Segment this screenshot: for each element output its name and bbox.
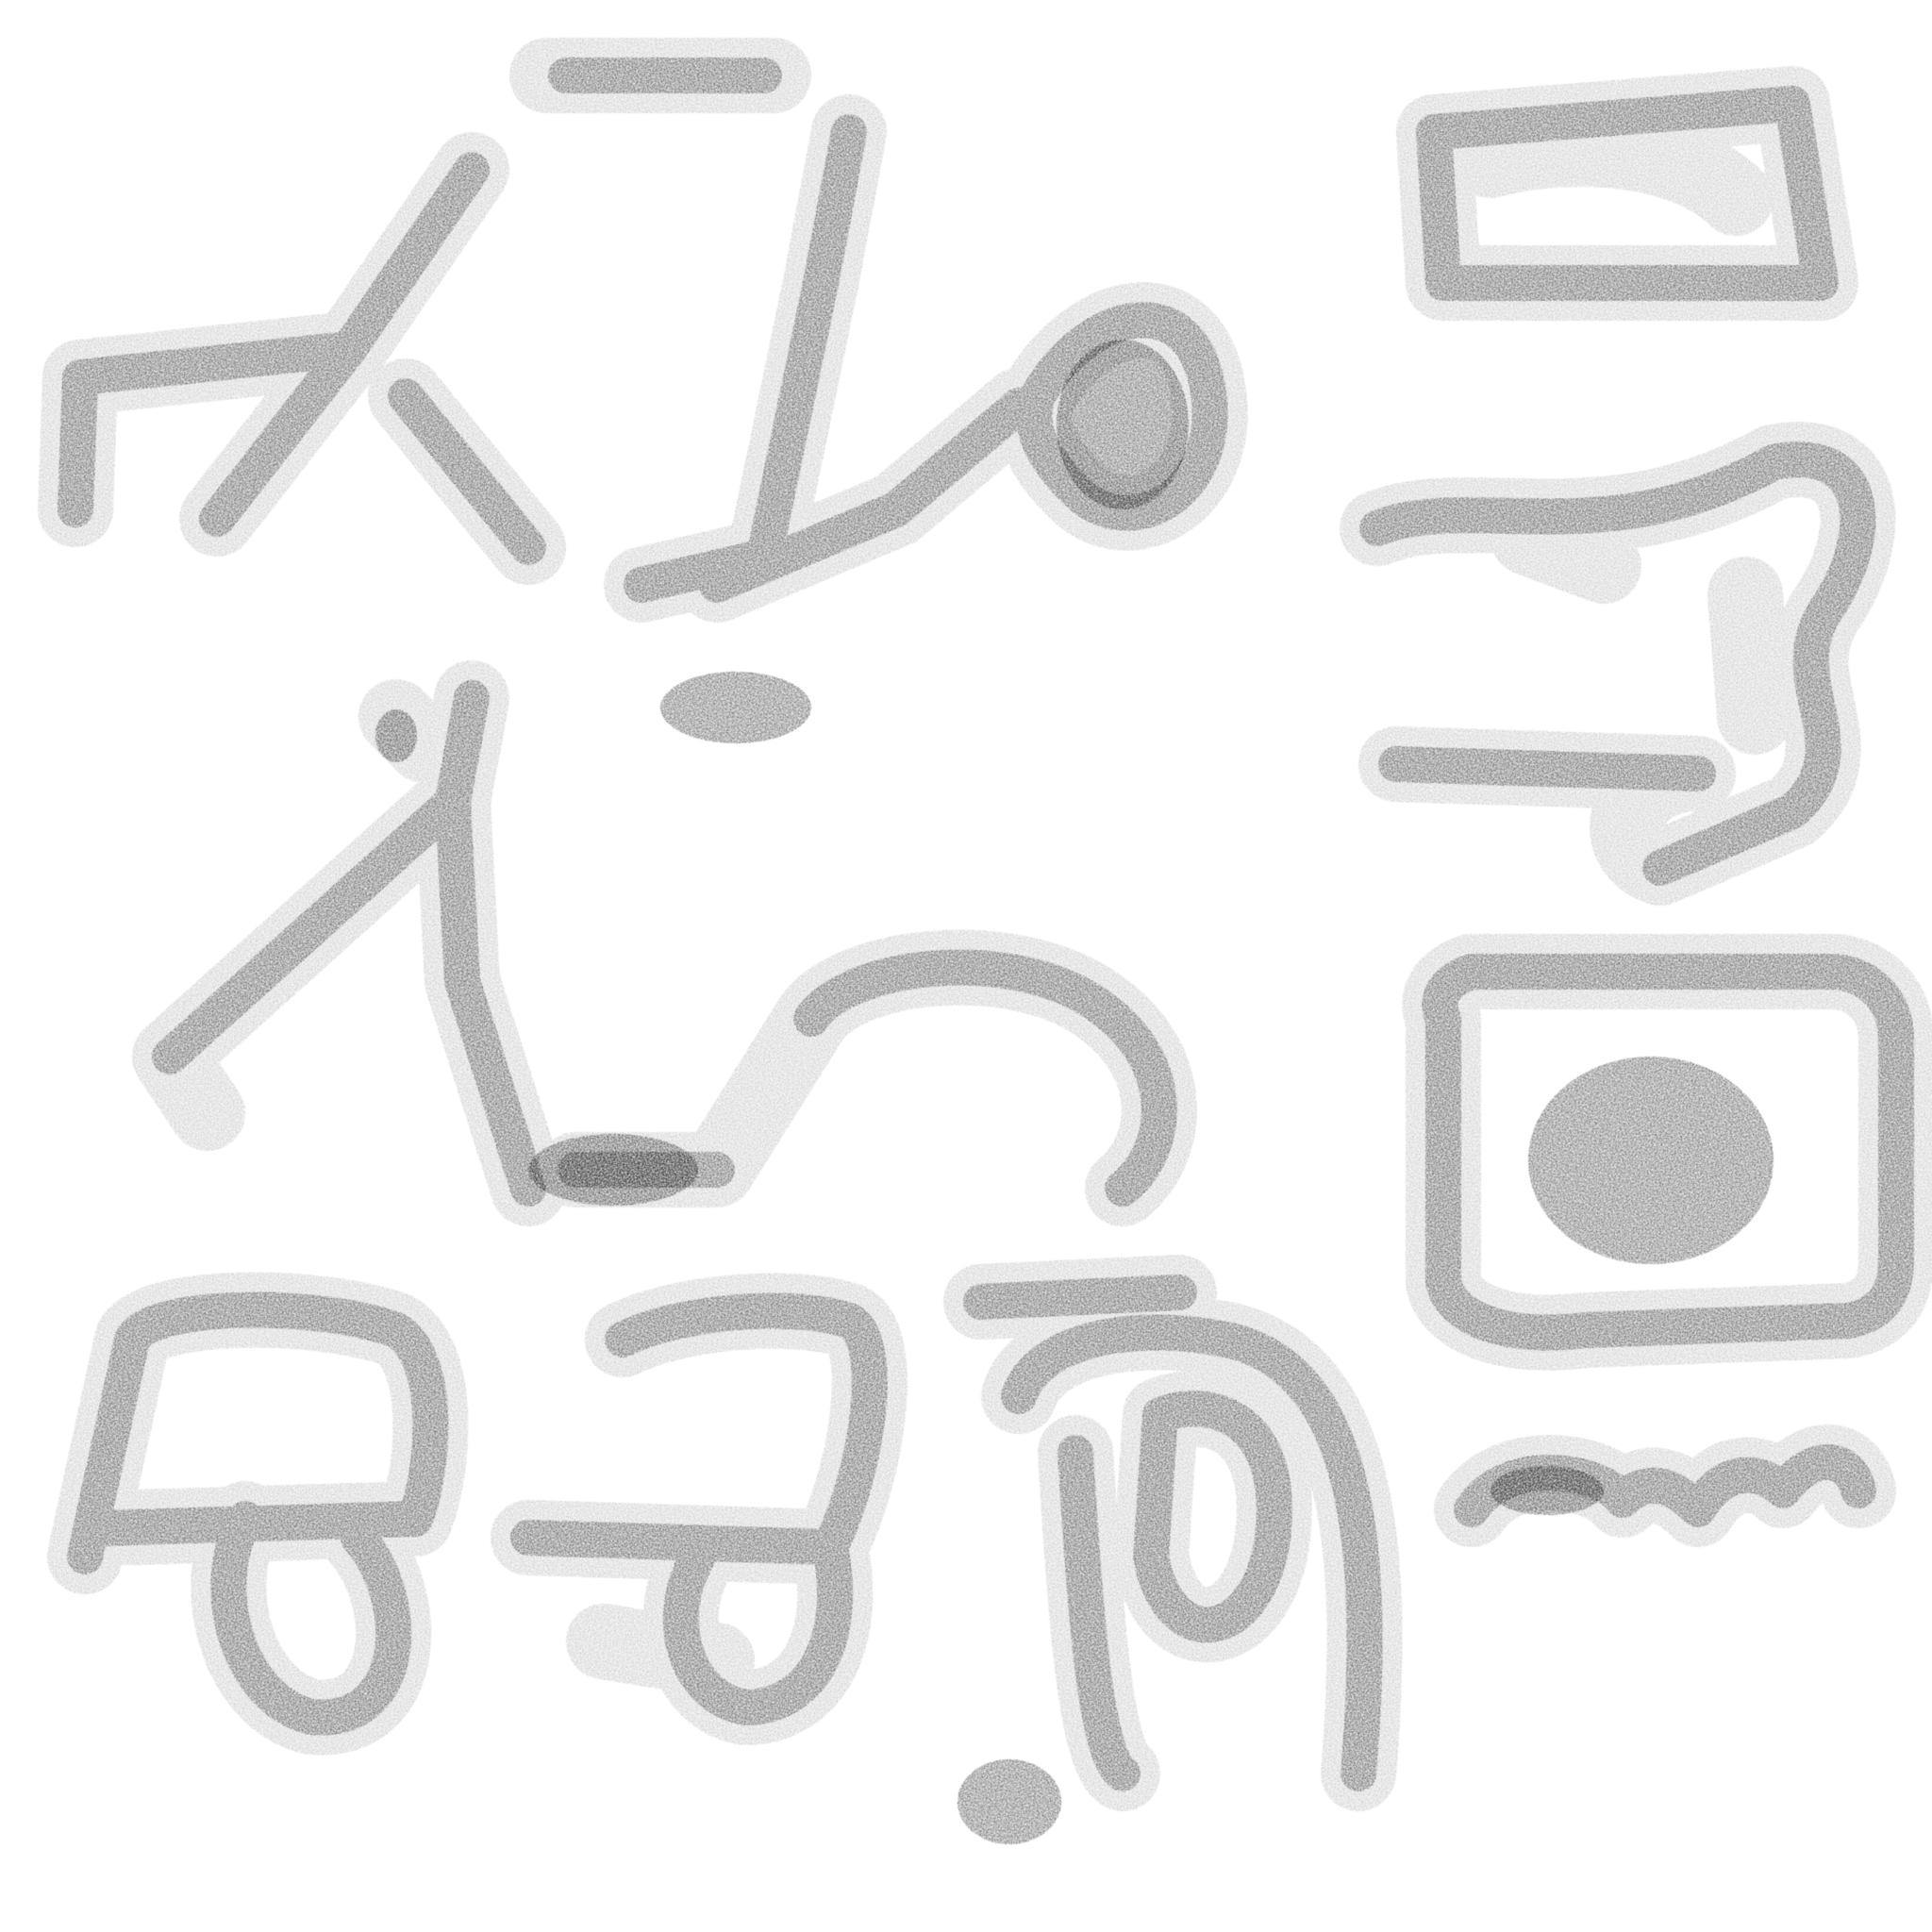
blob-glyph-3 xyxy=(1057,340,1189,509)
blob-right-box-dot xyxy=(1528,1057,1774,1264)
blob-squiggle-start xyxy=(1491,1466,1604,1515)
blob-glyph-8-dot xyxy=(958,1759,1061,1844)
blob-glyph-5-base xyxy=(528,1134,698,1206)
blob-glyph-4-dot-left xyxy=(375,709,417,762)
blob-glyph-4-dot-right xyxy=(660,672,811,743)
